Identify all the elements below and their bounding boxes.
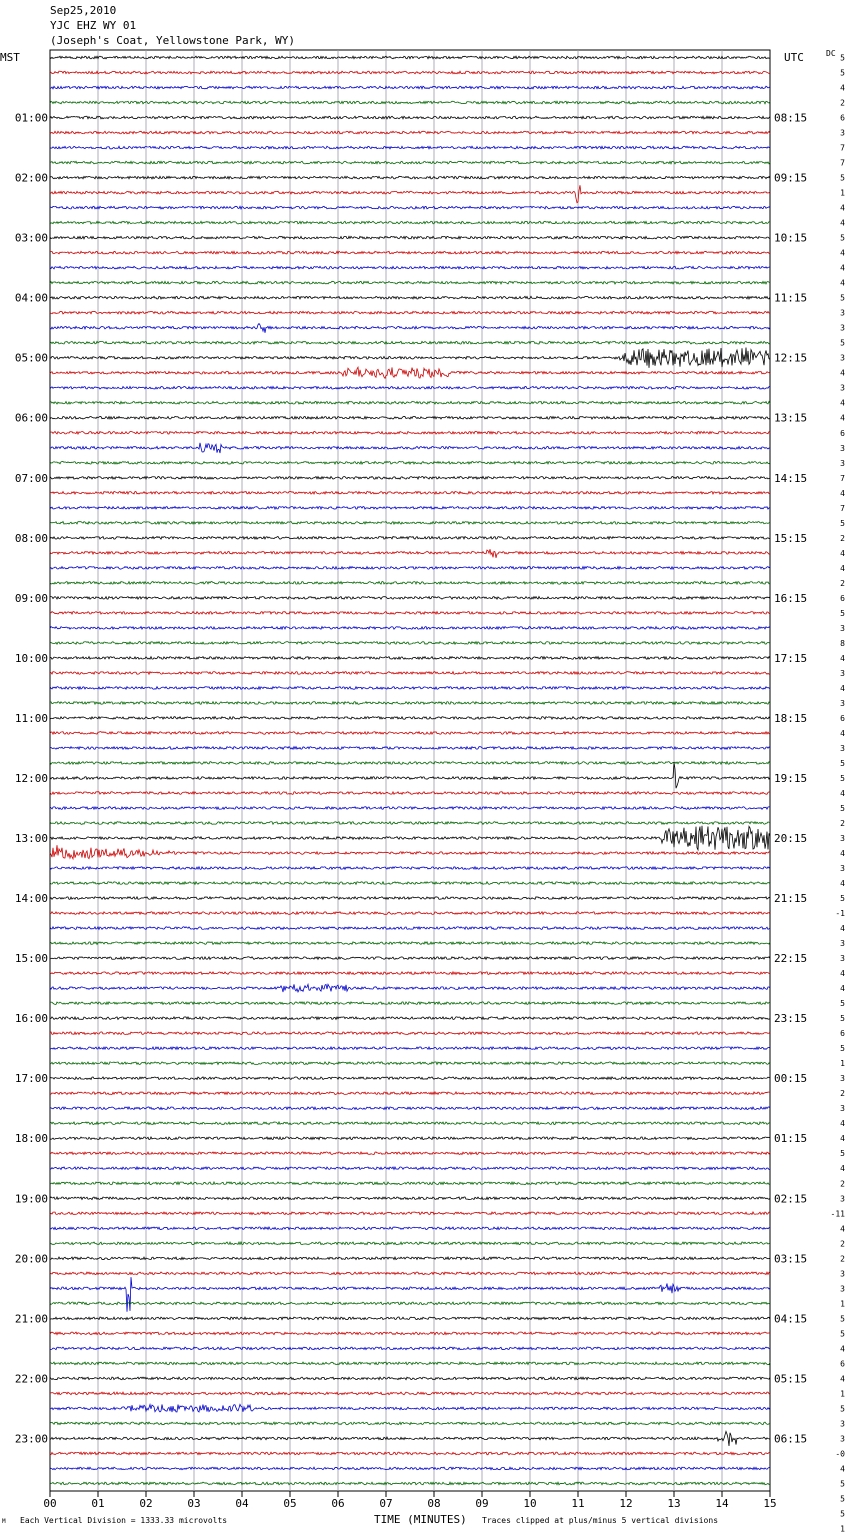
dc-offset-value: 3 [840,1269,845,1279]
dc-offset-value: 5 [840,773,845,783]
dc-offset-value: 2 [840,1089,845,1099]
mst-axis-label: MST [0,51,20,64]
dc-offset-value: 4 [840,924,845,934]
seismic-trace [50,131,770,134]
seismic-trace [50,206,770,209]
dc-offset-value: 3 [840,864,845,874]
seismic-trace [50,672,770,675]
dc-offset-value: 4 [840,683,845,693]
x-tick-label: 15 [763,1497,777,1510]
utc-hour-label: 17:15 [774,651,808,665]
seismic-trace [50,176,770,179]
seismic-trace [50,1122,770,1125]
dc-offset-value: 4 [840,969,845,979]
utc-hour-label: 14:15 [774,471,808,485]
utc-hour-label: 08:15 [774,111,808,125]
mst-hour-label: 05:00 [14,351,48,365]
seismic-trace [50,549,770,558]
seismic-trace [50,146,770,149]
dc-offset-value: 5 [840,758,845,768]
corner-mark: M [2,1518,6,1525]
seismic-trace [50,612,770,615]
seismic-trace [50,341,770,344]
seismic-trace [50,597,770,600]
dc-offset-value: 4 [840,263,845,273]
seismic-trace [50,281,770,284]
utc-hour-label: 20:15 [774,832,808,846]
seismic-trace [50,1422,770,1425]
seismic-trace [50,1482,770,1485]
seismic-trace [50,443,770,453]
seismic-trace [50,822,770,825]
seismic-trace [50,642,770,645]
seismic-trace [50,386,770,389]
dc-offset-value: 5 [840,1329,845,1339]
seismic-trace [50,324,770,333]
dc-offset-value: 5 [840,1044,845,1054]
mst-hour-label: 17:00 [14,1072,48,1086]
dc-offset-value: 3 [840,743,845,753]
x-tick-label: 02 [139,1497,153,1510]
seismic-trace [50,1257,770,1260]
dc-offset-value: 5 [840,1509,845,1519]
dc-offset-value: -0 [835,1449,845,1459]
dc-offset-value: 6 [840,713,845,723]
dc-offset-value: 4 [840,248,845,258]
seismic-trace [50,1317,770,1320]
seismic-trace [50,507,770,510]
mst-hour-label: 09:00 [14,591,48,605]
dc-offset-value: 3 [840,1194,845,1204]
dc-offset-value: 3 [840,698,845,708]
seismic-trace [50,296,770,299]
seismic-trace [50,826,770,850]
x-tick-label: 06 [331,1497,345,1510]
dc-offset-value: 6 [840,113,845,123]
dc-offset-value: 4 [840,548,845,558]
mst-hour-label: 03:00 [14,231,48,245]
dc-offset-value: 5 [840,233,845,243]
mst-hour-label: 10:00 [14,651,48,665]
seismic-trace [50,1452,770,1455]
seismic-trace [50,1347,770,1350]
seismic-trace [50,1092,770,1095]
x-tick-label: 03 [187,1497,201,1510]
mst-hour-label: 15:00 [14,952,48,966]
seismic-trace [50,717,770,720]
dc-offset-value: 6 [840,1029,845,1039]
seismic-trace [50,1032,770,1035]
dc-offset-value: 6 [840,1359,845,1369]
seismic-trace [50,762,770,765]
seismic-trace [50,845,770,859]
seismic-trace [50,431,770,434]
seismic-trace [50,957,770,960]
seismic-trace [50,1392,770,1395]
utc-hour-label: 01:15 [774,1132,808,1146]
dc-offset-value: 5 [840,1494,845,1504]
dc-offset-value: 4 [840,1164,845,1174]
dc-column-label: DC [826,49,836,58]
seismic-trace [50,1302,770,1305]
seismic-trace [50,1002,770,1005]
mst-hour-label: 01:00 [14,111,48,125]
seismic-trace [50,401,770,404]
dc-offset-value: 3 [840,623,845,633]
mst-hour-label: 07:00 [14,471,48,485]
dc-offset-value: 1 [840,1059,845,1069]
seismic-trace [50,807,770,810]
dc-offset-value: 4 [840,728,845,738]
mst-hour-label: 21:00 [14,1312,48,1326]
dc-offset-value: 1 [840,188,845,198]
dc-offset-value: 1 [840,1299,845,1309]
dc-offset-value: 4 [840,368,845,378]
utc-hour-label: 23:15 [774,1012,808,1026]
utc-hour-label: 02:15 [774,1192,808,1206]
dc-offset-value: -1 [835,909,845,919]
seismic-trace [50,416,770,419]
dc-offset-value: 6 [840,428,845,438]
seismic-trace [50,1332,770,1335]
seismic-trace [50,522,770,525]
seismic-trace [50,348,770,368]
seismic-trace [50,461,770,464]
x-tick-label: 14 [715,1497,729,1510]
dc-offset-value: 3 [840,1419,845,1429]
dc-offset-value: 5 [840,1149,845,1159]
seismic-trace [50,116,770,119]
dc-offset-value: 4 [840,398,845,408]
dc-offset-value: 2 [840,98,845,108]
seismic-trace [50,1242,770,1245]
dc-offset-value: 3 [840,834,845,844]
dc-offset-value: 1 [840,1389,845,1399]
seismic-trace [50,367,770,378]
utc-hour-label: 06:15 [774,1432,808,1446]
dc-offset-value: 2 [840,1239,845,1249]
seismic-trace [50,582,770,585]
dc-offset-value: 3 [840,443,845,453]
seismic-trace [50,1377,770,1380]
utc-hour-label: 22:15 [774,952,808,966]
seismic-trace [50,236,770,239]
dc-offset-value: 4 [840,653,845,663]
mst-hour-label: 13:00 [14,832,48,846]
dc-offset-value: 5 [840,68,845,78]
x-tick-label: 05 [283,1497,297,1510]
seismic-trace [50,567,770,570]
dc-offset-value: 3 [840,1074,845,1084]
seismic-trace [50,1137,770,1140]
dc-offset-value: 2 [840,1254,845,1264]
x-tick-label: 08 [427,1497,441,1510]
seismic-trace [50,927,770,930]
seismic-trace [50,101,770,104]
seismic-trace [50,537,770,540]
dc-offset-labels [831,54,846,1534]
dc-offset-value: 5 [840,53,845,63]
dc-offset-value: 4 [840,218,845,228]
mst-hour-label: 20:00 [14,1252,48,1266]
utc-hour-label: 03:15 [774,1252,808,1266]
mst-hour-label: 16:00 [14,1012,48,1026]
dc-offset-value: 5 [840,999,845,1009]
x-tick-label: 12 [619,1497,633,1510]
dc-offset-value: 4 [840,488,845,498]
seismic-trace [50,251,770,254]
dc-offset-value: 3 [840,308,845,318]
dc-offset-value: 4 [840,203,845,213]
dc-offset-value: 3 [840,939,845,949]
seismic-trace [50,221,770,224]
dc-offset-value: 5 [840,608,845,618]
dc-offset-value: 6 [840,593,845,603]
dc-offset-value: 8 [840,638,845,648]
seismic-trace [50,86,770,89]
dc-offset-value: 3 [840,353,845,363]
mst-hour-label: 02:00 [14,171,48,185]
utc-axis-label: UTC [784,51,804,64]
seismic-trace [50,732,770,735]
mst-hour-label: 08:00 [14,531,48,545]
dc-offset-value: 2 [840,533,845,543]
dc-offset-value: 5 [840,894,845,904]
seismic-trace [50,897,770,900]
seismic-trace [50,1167,770,1170]
seismic-trace [50,747,770,750]
seismic-trace [50,1062,770,1065]
dc-offset-value: 2 [840,578,845,588]
seismic-trace [50,311,770,314]
dc-offset-value: 4 [840,849,845,859]
seismic-trace [50,972,770,975]
seismic-trace [50,627,770,630]
utc-hour-label: 12:15 [774,351,808,365]
clip-note: Traces clipped at plus/minus 5 vertical divisions [482,1516,719,1525]
dc-offset-value: 5 [840,518,845,528]
dc-offset-value: 4 [840,1344,845,1354]
vertical-gridlines [98,50,722,1491]
seismic-trace [50,1277,770,1312]
seismic-trace [50,1197,770,1200]
seismic-trace [50,687,770,690]
dc-offset-value: 2 [840,819,845,829]
mst-hour-label: 06:00 [14,411,48,425]
seismic-trace [50,56,770,59]
dc-offset-value: 3 [840,954,845,964]
seismic-trace [50,476,770,479]
dc-offset-value: 5 [840,338,845,348]
dc-offset-value: 3 [840,323,845,333]
x-tick-label: 01 [91,1497,105,1510]
utc-hour-label: 16:15 [774,591,808,605]
dc-offset-value: 3 [840,1434,845,1444]
dc-offset-value: 7 [840,503,845,513]
dc-offset-value: 7 [840,473,845,483]
scale-note: Each Vertical Division = 1333.33 microvolts [20,1516,228,1525]
seismic-trace [50,1431,770,1446]
dc-offset-value: 4 [840,1224,845,1234]
seismic-trace [50,1227,770,1230]
utc-hour-label: 04:15 [774,1312,808,1326]
dc-offset-value: 3 [840,128,845,138]
seismic-trace [50,71,770,74]
utc-hour-label: 15:15 [774,531,808,545]
seismic-trace [50,762,770,788]
seismic-trace [50,1047,770,1050]
utc-hour-label: 19:15 [774,771,808,785]
seismic-trace [50,161,770,164]
seismic-trace [50,882,770,885]
dc-offset-value: 3 [840,1104,845,1114]
dc-offset-value: 5 [840,1014,845,1024]
utc-hour-label: 11:15 [774,291,808,305]
seismic-trace [50,1362,770,1365]
x-tick-label: 13 [667,1497,681,1510]
station-code: YJC EHZ WY 01 [50,19,137,32]
utc-hour-label: 21:15 [774,892,808,906]
dc-offset-value: 5 [840,804,845,813]
dc-offset-value: 4 [840,788,845,798]
mst-hour-label: 19:00 [14,1192,48,1206]
seismic-trace [50,942,770,945]
seismic-trace [50,491,770,494]
seismic-traces [50,56,770,1485]
seismic-trace [50,1017,770,1020]
seismic-trace [50,792,770,795]
mst-hour-label: 18:00 [14,1132,48,1146]
x-axis-title: TIME (MINUTES) [374,1513,467,1526]
dc-offset-value: 4 [840,413,845,423]
seismic-trace [50,912,770,915]
dc-offset-value: 3 [840,668,845,678]
seismic-trace [50,185,770,202]
x-tick-label: 00 [43,1497,57,1510]
dc-offset-value: 7 [840,158,845,168]
seismic-trace [50,1404,770,1412]
dc-offset-value: 4 [840,1134,845,1144]
x-tick-label: 09 [475,1497,489,1510]
utc-hour-label: 09:15 [774,171,808,185]
dc-offset-value: 7 [840,143,845,153]
x-tick-label: 04 [235,1497,249,1510]
station-location: (Joseph's Coat, Yellowstone Park, WY) [50,34,296,47]
dc-offset-value: 3 [840,458,845,468]
seismic-trace [50,1077,770,1080]
dc-offset-value: 2 [840,1179,845,1189]
seismic-trace [50,1467,770,1470]
seismic-trace [50,657,770,660]
dc-offset-value: 4 [840,563,845,573]
dc-offset-value: 1 [840,1524,845,1534]
seismic-trace [50,266,770,269]
dc-offset-value: 4 [840,1119,845,1129]
dc-offset-value: 4 [840,984,845,994]
plot-date: Sep25,2010 [50,4,117,17]
seismic-trace [50,702,770,705]
x-tick-label: 10 [523,1497,537,1510]
dc-offset-value: 5 [840,1404,845,1414]
x-tick-label: 11 [571,1497,585,1510]
mst-hour-label: 23:00 [14,1432,48,1446]
seismic-trace [50,867,770,870]
dc-offset-value: 3 [840,1284,845,1294]
dc-offset-value: 5 [840,173,845,183]
seismic-trace [50,984,770,992]
utc-hour-label: 18:15 [774,711,808,725]
dc-offset-value: 5 [840,1314,845,1324]
seismic-trace [50,1212,770,1215]
dc-offset-value: -11 [830,1209,845,1219]
dc-offset-value: 4 [840,83,845,93]
mst-hour-label: 12:00 [14,771,48,785]
seismic-trace [50,1182,770,1185]
utc-hour-label: 00:15 [774,1072,808,1086]
mst-hour-label: 04:00 [14,291,48,305]
seismic-trace [50,1107,770,1110]
seismic-trace [50,1272,770,1275]
dc-offset-value: 4 [840,278,845,288]
mst-hour-label: 14:00 [14,892,48,906]
utc-hour-label: 05:15 [774,1372,808,1386]
dc-offset-value: 4 [840,879,845,889]
utc-hour-label: 10:15 [774,231,808,245]
dc-offset-value: 5 [840,293,845,303]
x-tick-label: 07 [379,1497,393,1510]
dc-offset-value: 5 [840,1479,845,1489]
x-axis-ticks [43,1491,776,1510]
dc-offset-value: 4 [840,1374,845,1384]
utc-hour-label: 13:15 [774,411,808,425]
dc-offset-value: 3 [840,383,845,393]
mst-hour-label: 11:00 [14,711,48,725]
dc-offset-value: 4 [840,1464,845,1474]
seismic-trace [50,1152,770,1155]
mst-hour-label: 22:00 [14,1372,48,1386]
